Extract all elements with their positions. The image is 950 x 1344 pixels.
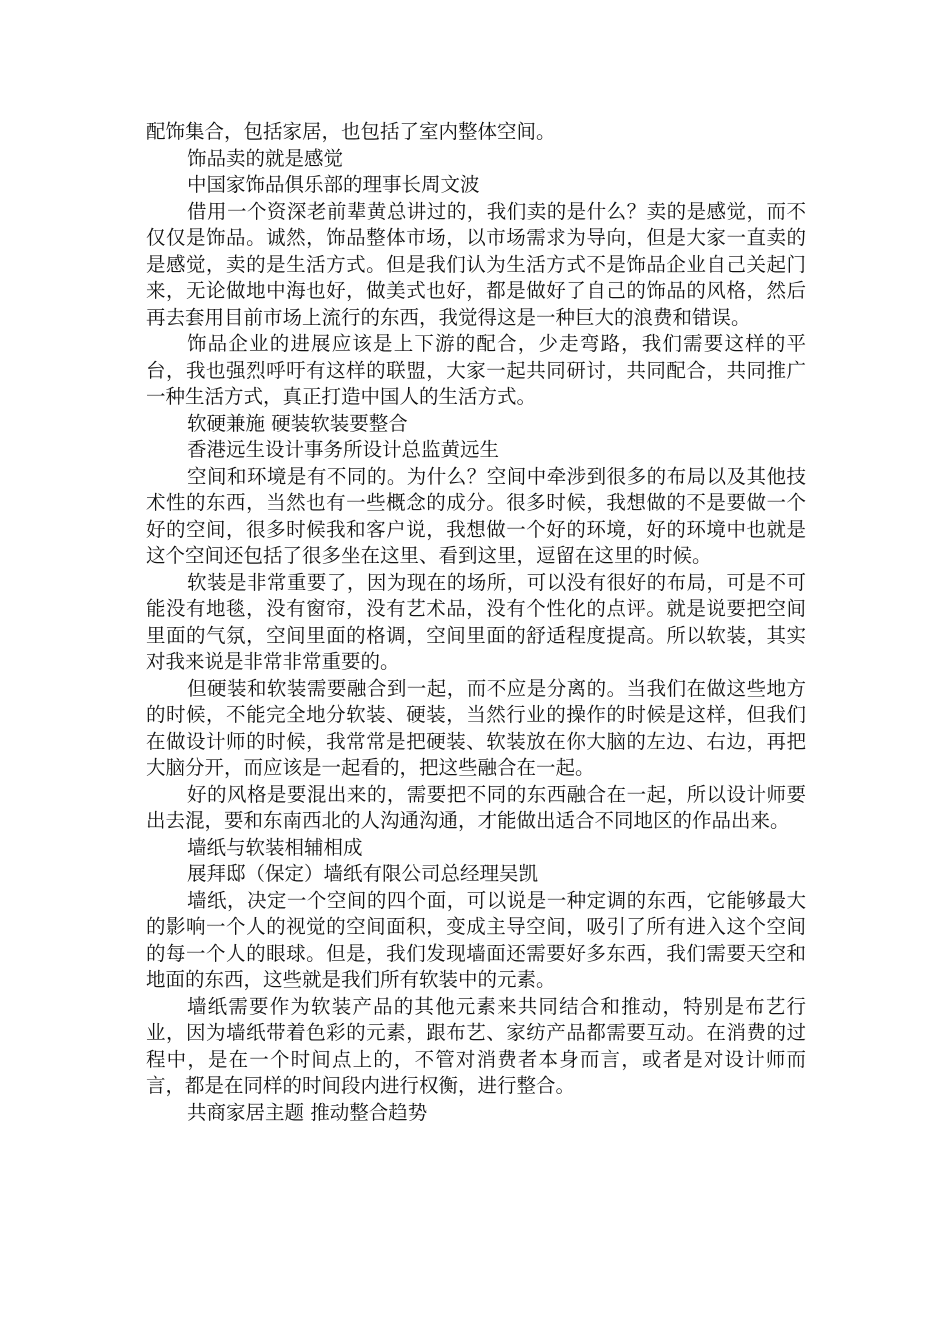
speaker-line: 香港远生设计事务所设计总监黄远生: [187, 438, 500, 461]
continuation-paragraph: 配饰集合，包括家居，也包括了室内整体空间。: [146, 120, 556, 143]
section-heading: 共商家居主题 推动整合趋势: [187, 1100, 428, 1124]
speaker-line: 展拜邸（保定）墙纸有限公司总经理吴凯: [187, 862, 539, 885]
body-paragraph: 饰品企业的进展应该是上下游的配合，少走弯路，我们需要这样的平台，我也强烈呼吁有这样的联盟，大家一起共同研讨，共同配合，共同推广一种生活方式，真正打造中国人的生活方式。: [146, 332, 806, 408]
body-paragraph: 好的风格是要混出来的，需要把不同的东西融合在一起，所以设计师要出去混，要和东南西北的人沟通沟通，才能做出适合不同地区的作品出来。: [146, 782, 806, 832]
body-paragraph: 软装是非常重要了，因为现在的场所，可以没有很好的布局，可是不可能没有地毯，没有窗帘，没有艺术品，没有个性化的点评。就是说要把空间里面的气氛，空间里面的格调，空间里面的舒适程度提高。所以软装，其实对我来说是非常非常重要的。: [146, 570, 806, 673]
speaker-line: 中国家饰品俱乐部的理事长周文波: [187, 173, 480, 196]
section-heading: 饰品卖的就是感觉: [187, 146, 344, 170]
document-body: [146, 119, 806, 1126]
section-heading: 软硬兼施 硬装软装要整合: [187, 411, 408, 435]
body-paragraph: 墙纸，决定一个空间的四个面，可以说是一种定调的东西，它能够最大的影响一个人的视觉的空间面积，变成主导空间，吸引了所有进入这个空间的每一个人的眼球。但是，我们发现墙面还需要好多东西，我们需要天空和地面的东西，这些就是我们所有软装中的元素。: [146, 888, 806, 991]
section-heading: 墙纸与软装相辅相成: [187, 835, 363, 859]
body-paragraph: 但硬装和软装需要融合到一起，而不应是分离的。当我们在做这些地方的时候，不能完全地分软装、硬装，当然行业的操作的时候是这样，但我们在做设计师的时候，我常常是把硬装、软装放在你大脑的左边、右边，再把大脑分开，而应该是一起看的，把这些融合在一起。: [146, 676, 806, 779]
body-paragraph: 墙纸需要作为软装产品的其他元素来共同结合和推动，特别是布艺行业，因为墙纸带着色彩的元素，跟布艺、家纺产品都需要互动。在消费的过程中，是在一个时间点上的，不管对消费者本身而言，或者是对设计师而言，都是在同样的时间段内进行权衡，进行整合。: [146, 994, 806, 1097]
body-paragraph: 空间和环境是有不同的。为什么？空间中牵涉到很多的布局以及其他技术性的东西，当然也有一些概念的成分。很多时候，我想做的不是要做一个好的空间，很多时候我和客户说，我想做一个好的环境，好的环境中也就是这个空间还包括了很多坐在这里、看到这里，逗留在这里的时候。: [146, 464, 806, 567]
body-paragraph: 借用一个资深老前辈黄总讲过的，我们卖的是什么？卖的是感觉，而不仅仅是饰品。诚然，饰品整体市场，以市场需求为导向，但是大家一直卖的是感觉，卖的是生活方式。但是我们认为生活方式不是饰品企业自己关起门来，无论做地中海也好，做美式也好，都是做好了自己的饰品的风格，然后再去套用目前市场上流行的东西，我觉得这是一种巨大的浪费和错误。: [146, 199, 806, 329]
